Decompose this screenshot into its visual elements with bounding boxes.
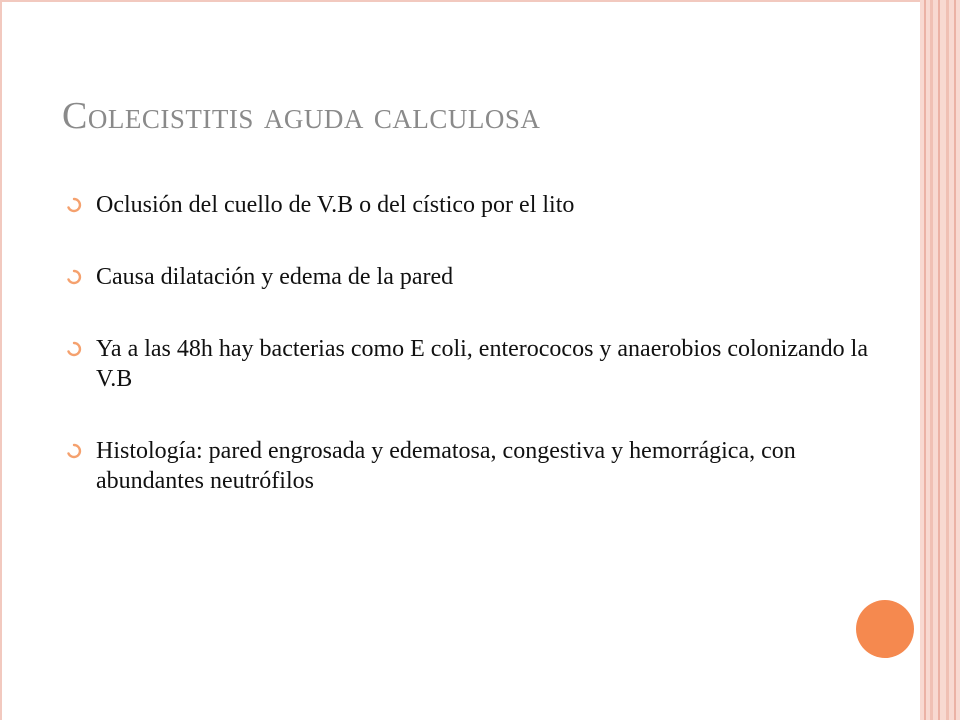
decorative-stripe [954,0,956,720]
bullet-text: Oclusión del cuello de V.B o del cístico por el lito [96,192,575,218]
decorative-stripe [924,0,926,720]
bullet-item [66,262,906,292]
bullet-circle-icon [66,197,82,213]
bullet-item [66,190,906,220]
decorative-stripe [938,0,940,720]
bullet-text: Causa dilatación y edema de la pared [96,264,454,290]
bullet-circle-icon [66,443,82,459]
slide-title: Colecistitis aguda calculosa [62,95,541,137]
bullet-circle-icon [66,269,82,285]
bullet-circle-icon [66,341,82,357]
accent-circle-decoration [856,600,914,658]
bullet-item [66,334,906,394]
bullet-text: Ya a las 48h hay bacterias como E coli, enterococos y anaerobios colonizando la V.B [96,336,868,392]
decorative-stripe [930,0,933,720]
bullet-item [66,436,906,496]
bullet-list [66,190,906,538]
bullet-text: Histología: pared engrosada y edematosa, congestiva y hemorrágica, con abundantes neutrófilos [96,438,796,494]
decorative-stripe [946,0,949,720]
decorative-stripe-band [920,0,960,720]
